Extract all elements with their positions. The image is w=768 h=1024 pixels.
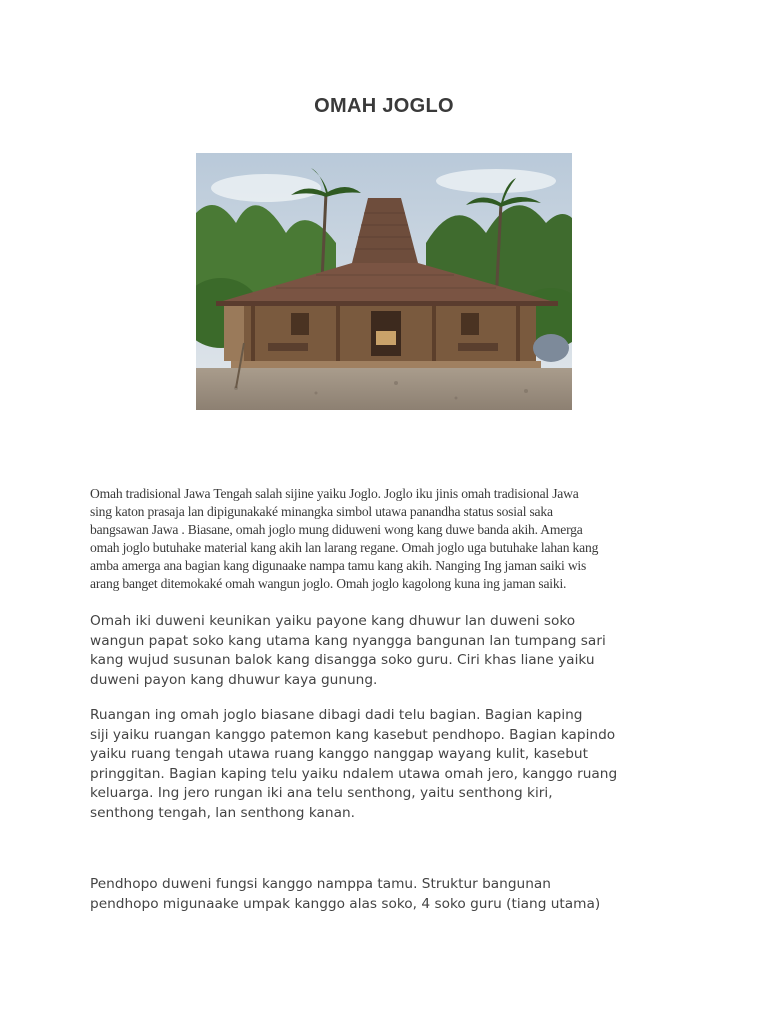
text-line: Omah tradisional Jawa Tengah salah sijine yaiku Joglo. Joglo iku jinis omah tradisional Jawa — [90, 486, 579, 501]
text-line: Ruangan ing omah joglo biasane dibagi dadi telu bagian. Bagian kaping — [90, 707, 583, 723]
text-line: wangun papat soko kang utama kang nyangga bangunan lan tumpang sari — [90, 632, 606, 649]
text-line: keluarga. Ing jero rungan iki ana telu senthong, yaitu senthong kiri, — [90, 785, 553, 801]
text-line: kang wujud susunan balok kang disangga soko guru. Ciri khas liane yaiku — [90, 652, 595, 668]
text-line: amba amerga ana bagian kang digunaake nampa tamu kang akih. Nanging Ing jaman saiki wis — [90, 558, 587, 573]
intro-paragraph — [90, 485, 680, 593]
paragraph-uniqueness — [90, 612, 690, 690]
paragraph-pendhopo — [90, 875, 690, 914]
page-title: OMAH JOGLO — [314, 95, 454, 117]
text-line: duweni payon kang dhuwur kaya gunung. — [90, 671, 378, 688]
text-line: sing katon prasaja lan dipigunakaké minangka simbol utawa panandha status sosial saka — [90, 504, 553, 519]
text-line: siji yaiku ruangan kanggo patemon kang kasebut pendhopo. Bagian kapindo — [90, 726, 616, 743]
text-line: pendhopo migunaake umpak kanggo alas soko, 4 soko guru (tiang utama) — [90, 895, 601, 912]
text-line: bangsawan Jawa . Biasane, omah joglo mung diduweni wong kang duwe banda akih. Amerga — [90, 522, 583, 537]
text-line: yaiku ruang tengah utawa ruang kanggo nanggap wayang kulit, kasebut — [90, 746, 588, 762]
text-line: arang banget ditemokaké omah wangun joglo. Omah joglo kagolong kuna ing jaman saiki. — [90, 576, 567, 591]
text-line: senthong tengah, lan senthong kanan. — [90, 804, 356, 821]
text-line: Omah iki duweni keunikan yaiku payone kang dhuwur lan duweni soko — [90, 613, 576, 629]
joglo-house-photo — [196, 153, 572, 410]
text-line: omah joglo butuhake material kang akih lan larang regane. Omah joglo uga butuhake lahan kang — [90, 540, 599, 555]
text-line: Pendhopo duweni fungsi kanggo namppa tamu. Struktur bangunan — [90, 876, 551, 892]
text-line: pringgitan. Bagian kaping telu yaiku ndalem utawa omah jero, kanggo ruang — [90, 765, 618, 782]
paragraph-rooms — [90, 706, 690, 823]
